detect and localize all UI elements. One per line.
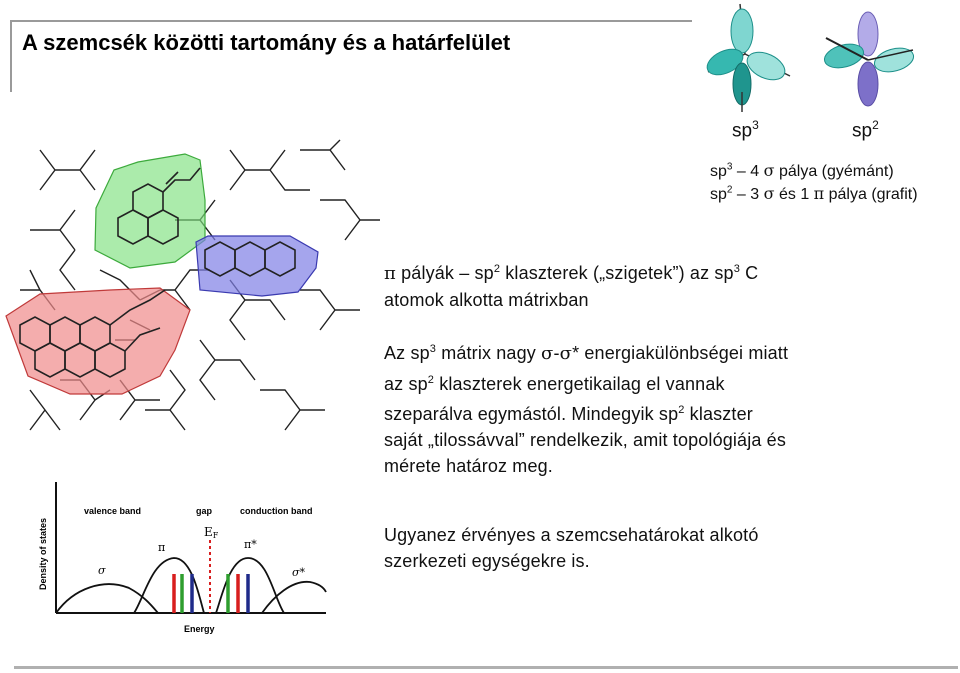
paragraph-2-line-1: Az $sp^3$ mátrix nagy σ-σ* energiakülönbségei miatt (384, 343, 789, 364)
density-of-states-diagram (34, 478, 334, 640)
paragraph-2-line-5: mérete határoz meg. (384, 456, 553, 476)
paragraph-1-line-2: atomok alkotta mátrixban (384, 290, 589, 310)
title-frame-left (10, 20, 12, 92)
sp3-label: $sp^3$ (732, 118, 759, 142)
paragraph-2-line-2: az $sp^2$ klaszterek energetikailag el vannak (384, 374, 725, 394)
pi-star-band-curve (216, 558, 284, 613)
label-valence-band: valence band (84, 506, 142, 516)
carbon-network-illustration (0, 140, 380, 470)
paragraph-sp3-matrix (384, 336, 788, 479)
bottom-rule (14, 666, 958, 669)
sp2-description: $sp^2 - 3$ σ és 1 π pálya (grafit) (710, 184, 918, 203)
paragraph-3-line-1: Ugyanez érvényes a szemcsehatárokat alkotó (384, 525, 759, 545)
sp2-label: $sp^2$ (852, 118, 879, 142)
sp3-description: $sp^3 - 4$ σ pálya (gyémánt) (710, 161, 894, 180)
title-frame-top (10, 20, 692, 22)
paragraph-grain-boundaries (384, 522, 759, 574)
sp3-orbital-illustration (700, 4, 800, 114)
dos-xlabel: Energy (184, 624, 215, 634)
slide-title: A szemcsék közötti tartomány és a határfelület (22, 30, 511, 55)
sigma-band-curve (56, 584, 158, 613)
paragraph-pi-orbitals (384, 256, 758, 313)
label-pi-star: π* (244, 538, 257, 551)
paragraph-3-line-2: szerkezeti egységekre is. (384, 551, 590, 571)
paragraph-1-line-1: π pályák – $sp^2$ klaszterek („szigetek”) az $sp^3$ C (384, 263, 759, 284)
dos-ylabel: Density of states (38, 517, 48, 590)
label-gap: gap (196, 506, 213, 516)
sp2-orbital-illustration (818, 8, 918, 108)
label-sigma: σ (98, 564, 106, 577)
paragraph-2-line-4: saját „tilossávval” rendelkezik, amit topológiája és (384, 430, 786, 450)
label-sigma-star: σ* (292, 566, 306, 579)
paragraph-2-line-3: szeparálva egymástól. Mindegyik $sp^2$ klaszter (384, 404, 753, 424)
label-pi: π (158, 541, 166, 554)
label-conduction-band: conduction band (240, 506, 313, 516)
label-fermi-level: EF (204, 525, 219, 540)
